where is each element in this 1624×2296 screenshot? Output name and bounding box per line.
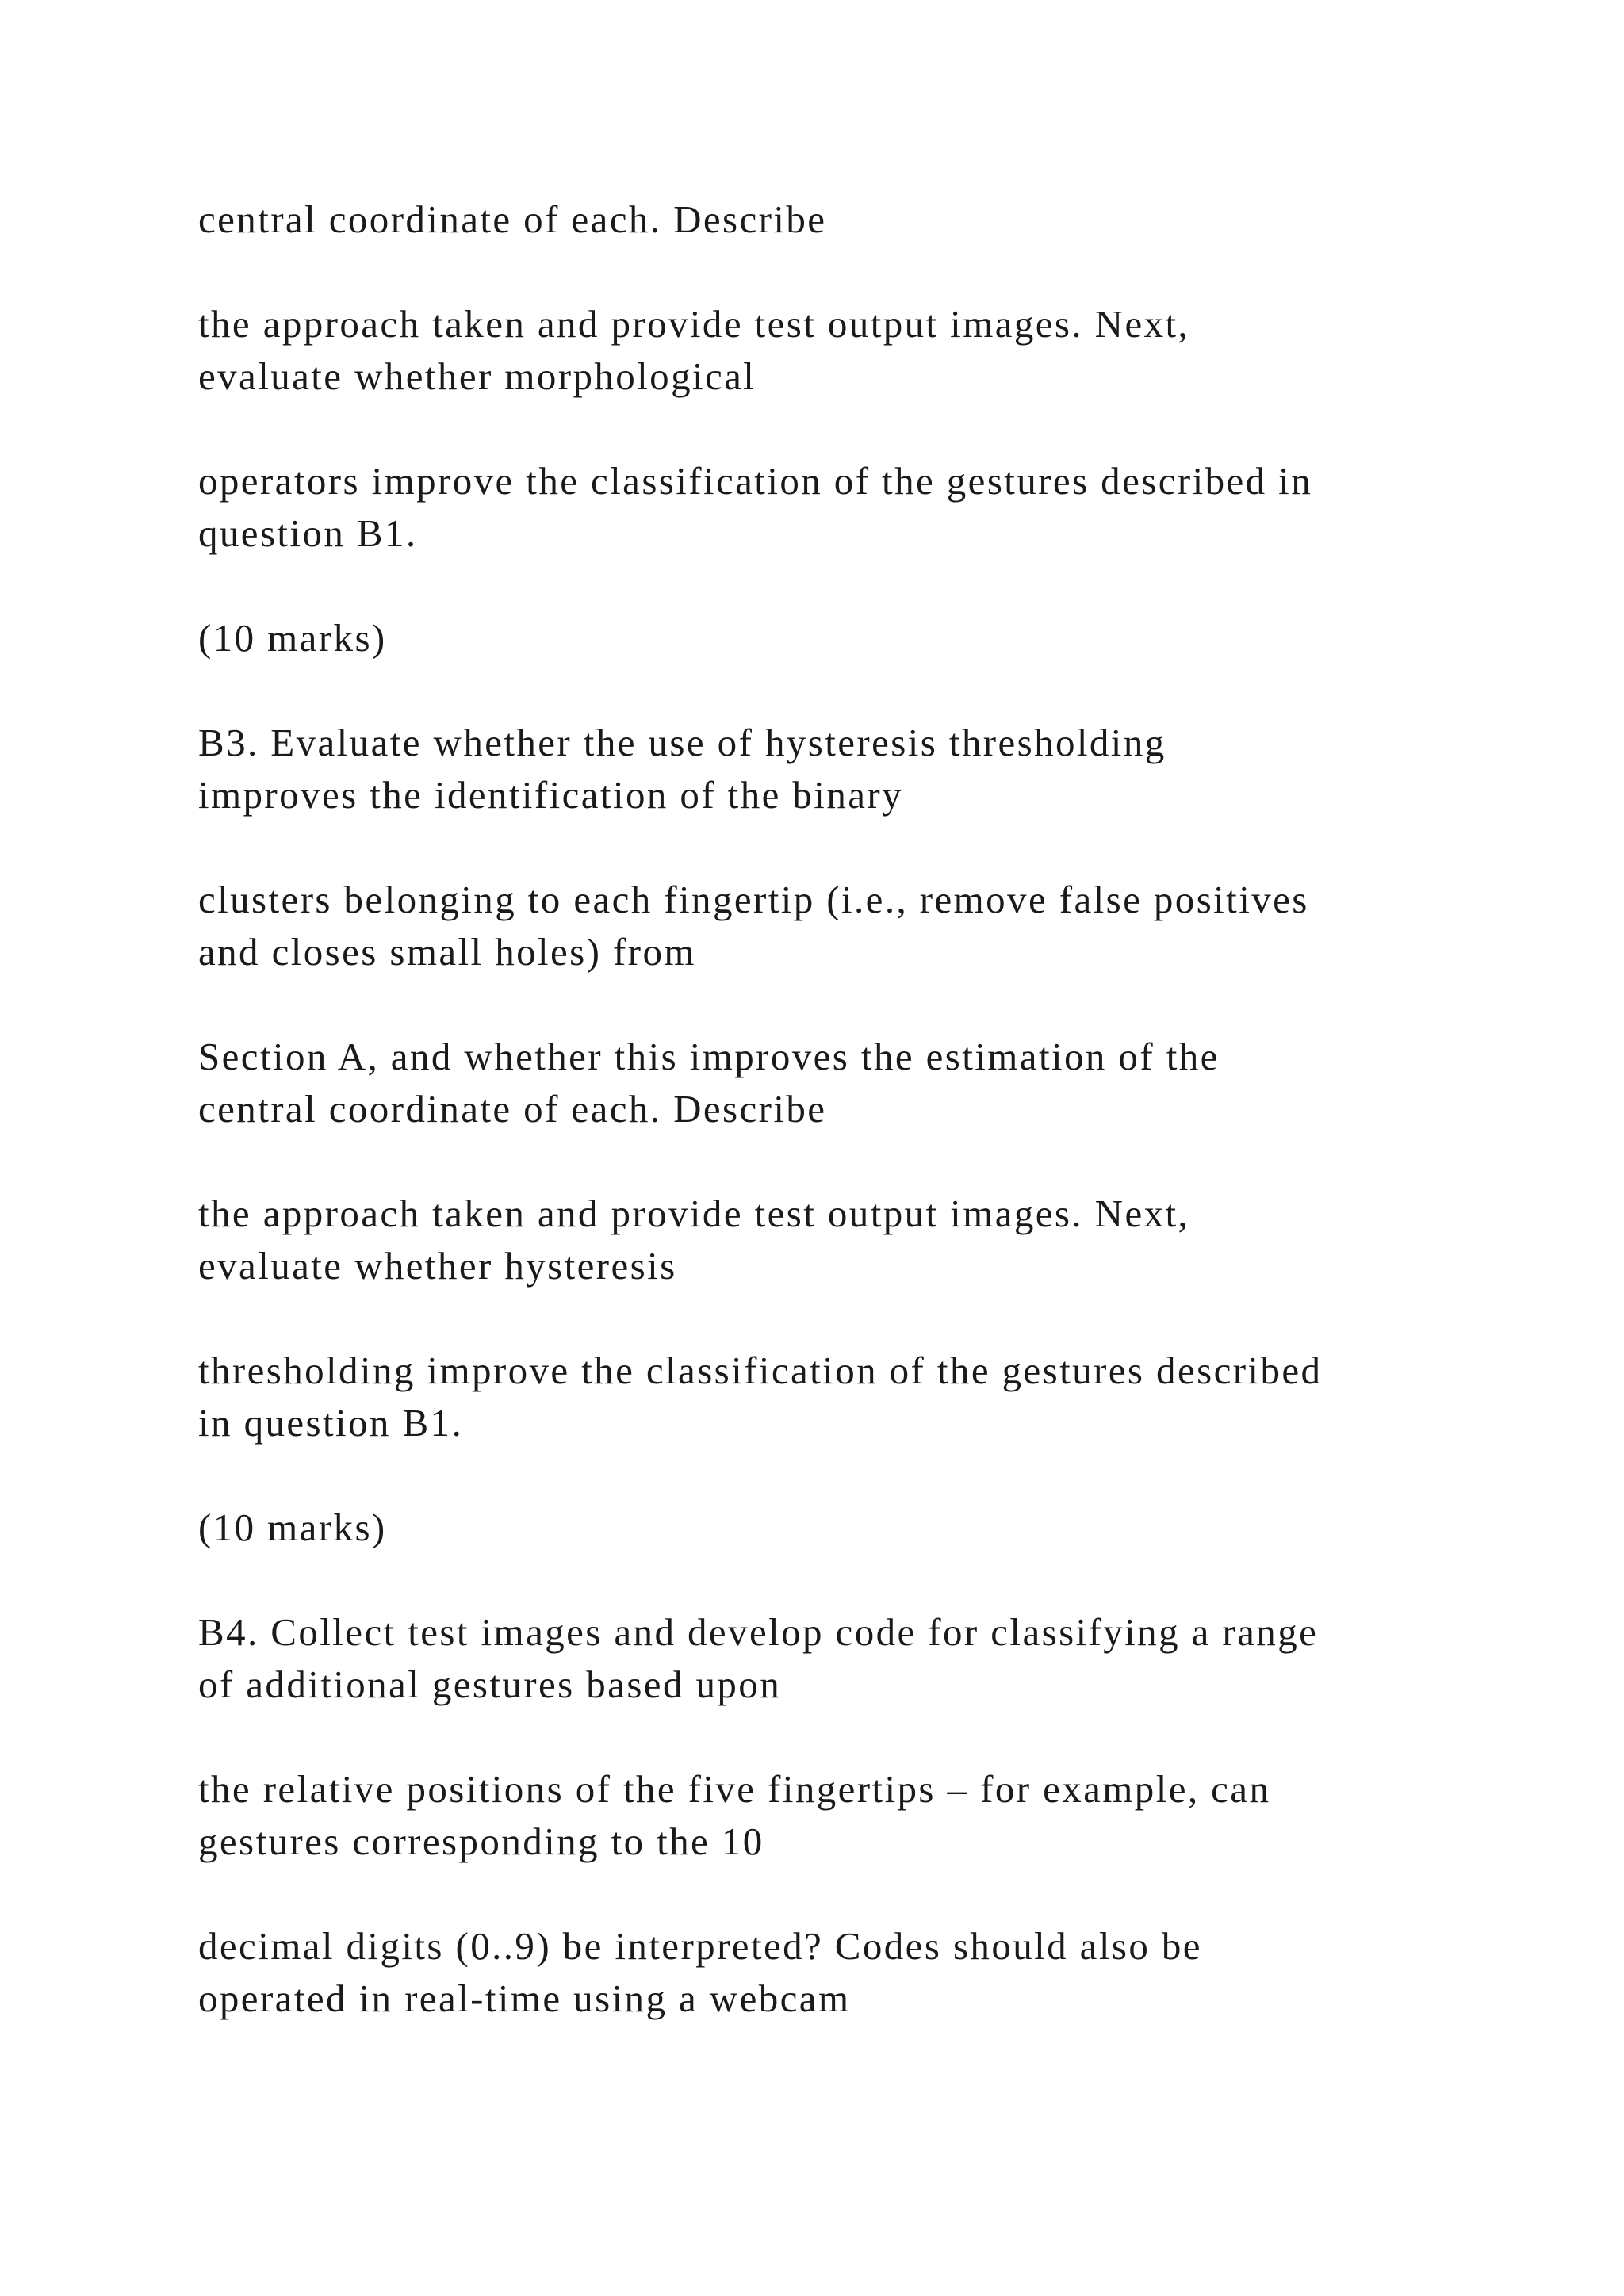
text-line: the approach taken and provide test output images. Next, [198, 1192, 1190, 1235]
paragraph [198, 193, 1546, 246]
text-line: evaluate whether morphological [198, 354, 756, 398]
paragraph [198, 874, 1546, 978]
paragraph [198, 612, 1546, 664]
text-line: (10 marks) [198, 616, 387, 660]
text-line: B4. Collect test images and develop code for classifying a range [198, 1610, 1319, 1654]
text-line: evaluate whether hysteresis [198, 1244, 677, 1288]
text-line: (10 marks) [198, 1506, 387, 1549]
text-line: operators improve the classification of the gestures described in [198, 459, 1313, 503]
text-line: question B1. [198, 511, 418, 555]
text-line: of additional gestures based upon [198, 1663, 782, 1706]
text-line: the approach taken and provide test output images. Next, [198, 302, 1190, 346]
paragraph [198, 298, 1546, 403]
text-line: clusters belonging to each fingertip (i.e., remove false positives [198, 878, 1309, 921]
text-line: the relative positions of the five fingertips – for example, can [198, 1767, 1271, 1811]
text-line: gestures corresponding to the 10 [198, 1820, 764, 1863]
paragraph [198, 717, 1546, 821]
text-line: central coordinate of each. Describe [198, 1087, 827, 1131]
document-body [198, 193, 1546, 2077]
text-line: central coordinate of each. Describe [198, 197, 827, 241]
text-line: improves the identification of the binary [198, 773, 903, 817]
text-line: B3. Evaluate whether the use of hysteresis thresholding [198, 721, 1166, 764]
paragraph [198, 1031, 1546, 1135]
paragraph [198, 455, 1546, 560]
text-line: operated in real-time using a webcam [198, 1976, 851, 2020]
text-line: Section A, and whether this improves the estimation of the [198, 1035, 1220, 1078]
paragraph [198, 1920, 1546, 2025]
text-line: thresholding improve the classification of the gestures described [198, 1349, 1323, 1392]
paragraph [198, 1345, 1546, 1449]
text-line: and closes small holes) from [198, 930, 696, 974]
paragraph [198, 1188, 1546, 1292]
paragraph [198, 1606, 1546, 1711]
paragraph [198, 1502, 1546, 1554]
paragraph [198, 1763, 1546, 1868]
text-line: in question B1. [198, 1401, 464, 1445]
text-line: decimal digits (0..9) be interpreted? Codes should also be [198, 1924, 1202, 1968]
